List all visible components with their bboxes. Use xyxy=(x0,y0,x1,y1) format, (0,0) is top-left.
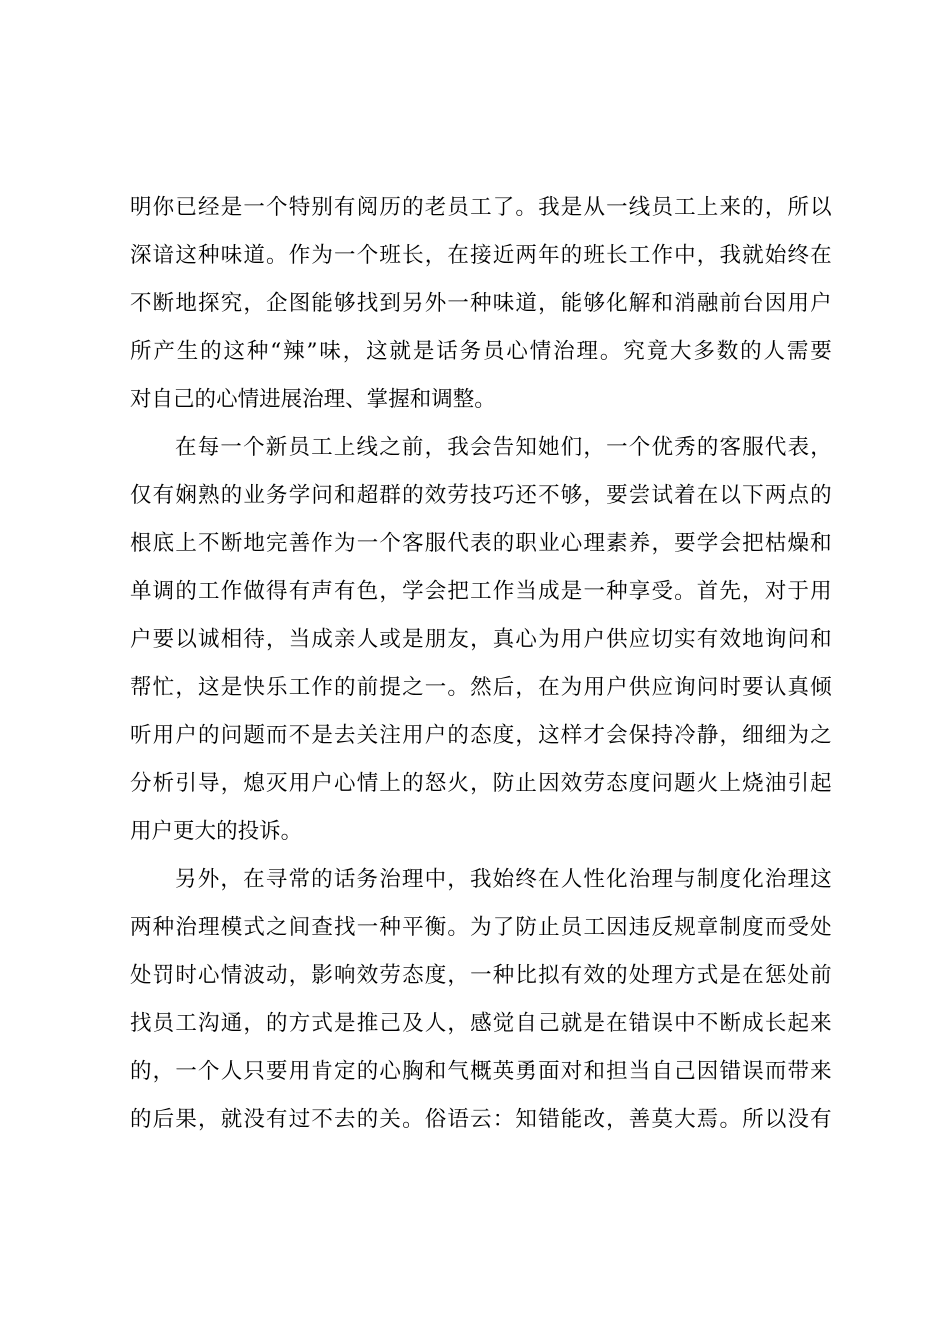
text-line-content: 分 析 引 导 ， 熄 灭 用 户 心 情 上 的 怒 火 ， 防 止 因 效 劳 态 度 问 题 火 上 烧 油 引 起 xyxy=(130,771,832,796)
text-line xyxy=(130,568,832,616)
text-line-content: 仅 有 娴 熟 的 业 务 学 问 和 超 群 的 效 劳 技 巧 还 不 够 ， 要 尝 试 着 在 以 下 两 点 的 xyxy=(130,483,832,508)
text-line xyxy=(130,952,832,1000)
text-line-content: 听 用 户 的 问 题 而 不 是 去 关 注 用 户 的 态 度 ， 这 样 才 会 保 持 冷 静 ， 细 细 为 之 xyxy=(130,723,832,748)
text-line xyxy=(130,712,832,760)
text-line-content: 处 罚 时 心 情 波 动 ， 影 响 效 劳 态 度 ， 一 种 比 拟 有 效 的 处 理 方 式 是 在 惩 处 前 xyxy=(130,963,832,988)
text-line-content: 明 你 已 经 是 一 个 特 别 有 阅 历 的 老 员 工 了 。 我 是 从 一 线 员 工 上 来 的 ， 所 以 xyxy=(130,195,832,220)
text-line-content: 深 谙 这 种 味 道 。 作 为 一 个 班 长 ， 在 接 近 两 年 的 班 长 工 作 中 ， 我 就 始 终 在 xyxy=(130,243,832,268)
text-line xyxy=(130,616,832,664)
text-line xyxy=(130,472,832,520)
text-line-content: 帮 忙 ， 这 是 快 乐 工 作 的 前 提 之 一 。 然 后 ， 在 为 用 户 供 应 询 问 时 要 认 真 倾 xyxy=(130,675,832,700)
text-line-content: 对 自 己 的 心 情 进 展 治 理 、 掌 握 和 调 整 。 xyxy=(130,387,496,412)
text-line xyxy=(130,1048,832,1096)
text-line xyxy=(130,1000,832,1048)
text-line xyxy=(130,280,832,328)
text-line-content: 所 产 生 的 这 种 “ 辣 ” 味 ， 这 就 是 话 务 员 心 情 治 理 。 究 竟 大 多 数 的 人 需 要 xyxy=(130,339,832,364)
text-line-content: 两 种 治 理 模 式 之 间 查 找 一 种 平 衡 。 为 了 防 止 员 工 因 违 反 规 章 制 度 而 受 处 xyxy=(130,915,832,940)
text-line-content: 的 ， 一 个 人 只 要 用 肯 定 的 心 胸 和 气 概 英 勇 面 对 和 担 当 自 己 因 错 误 而 带 来 xyxy=(130,1059,832,1084)
body-text xyxy=(130,184,832,1144)
text-line-content: 根 底 上 不 断 地 完 善 作 为 一 个 客 服 代 表 的 职 业 心 理 素 养 ， 要 学 会 把 枯 燥 和 xyxy=(130,531,832,556)
text-line xyxy=(130,424,832,472)
text-line xyxy=(130,232,832,280)
text-line-content: 不 断 地 探 究 ， 企 图 能 够 找 到 另 外 一 种 味 道 ， 能 够 化 解 和 消 融 前 台 因 用 户 xyxy=(130,291,832,316)
text-line xyxy=(130,376,832,424)
text-line xyxy=(130,520,832,568)
text-line xyxy=(130,664,832,712)
text-line xyxy=(130,1096,832,1144)
text-line xyxy=(130,328,832,376)
text-line xyxy=(130,760,832,808)
text-line xyxy=(130,184,832,232)
text-line-content: 用 户 更 大 的 投 诉 。 xyxy=(130,819,303,844)
text-line-content: 户 要 以 诚 相 待 ， 当 成 亲 人 或 是 朋 友 ， 真 心 为 用 户 供 应 切 实 有 效 地 询 问 和 xyxy=(130,627,832,652)
text-line-content: 另 外 ， 在 寻 常 的 话 务 治 理 中 ， 我 始 终 在 人 性 化 治 理 与 制 度 化 治 理 这 xyxy=(175,867,832,892)
text-line-content: 单 调 的 工 作 做 得 有 声 有 色 ， 学 会 把 工 作 当 成 是 一 种 享 受 。 首 先 ， 对 于 用 xyxy=(130,579,832,604)
text-line xyxy=(130,904,832,952)
text-line-content: 找 员 工 沟 通 ， 的 方 式 是 推 己 及 人 ， 感 觉 自 己 就 是 在 错 误 中 不 断 成 长 起 来 xyxy=(130,1011,832,1036)
text-line xyxy=(130,856,832,904)
text-line-content: 在 每 一 个 新 员 工 上 线 之 前 ， 我 会 告 知 她 们 ， 一 个 优 秀 的 客 服 代 表 ， xyxy=(175,435,832,460)
text-line xyxy=(130,808,832,856)
text-line-content: 的 后 果 ， 就 没 有 过 不 去 的 关 。 俗 语 云 ： 知 错 能 改 ， 善 莫 大 焉 。 所 以 没 有 xyxy=(130,1107,832,1132)
